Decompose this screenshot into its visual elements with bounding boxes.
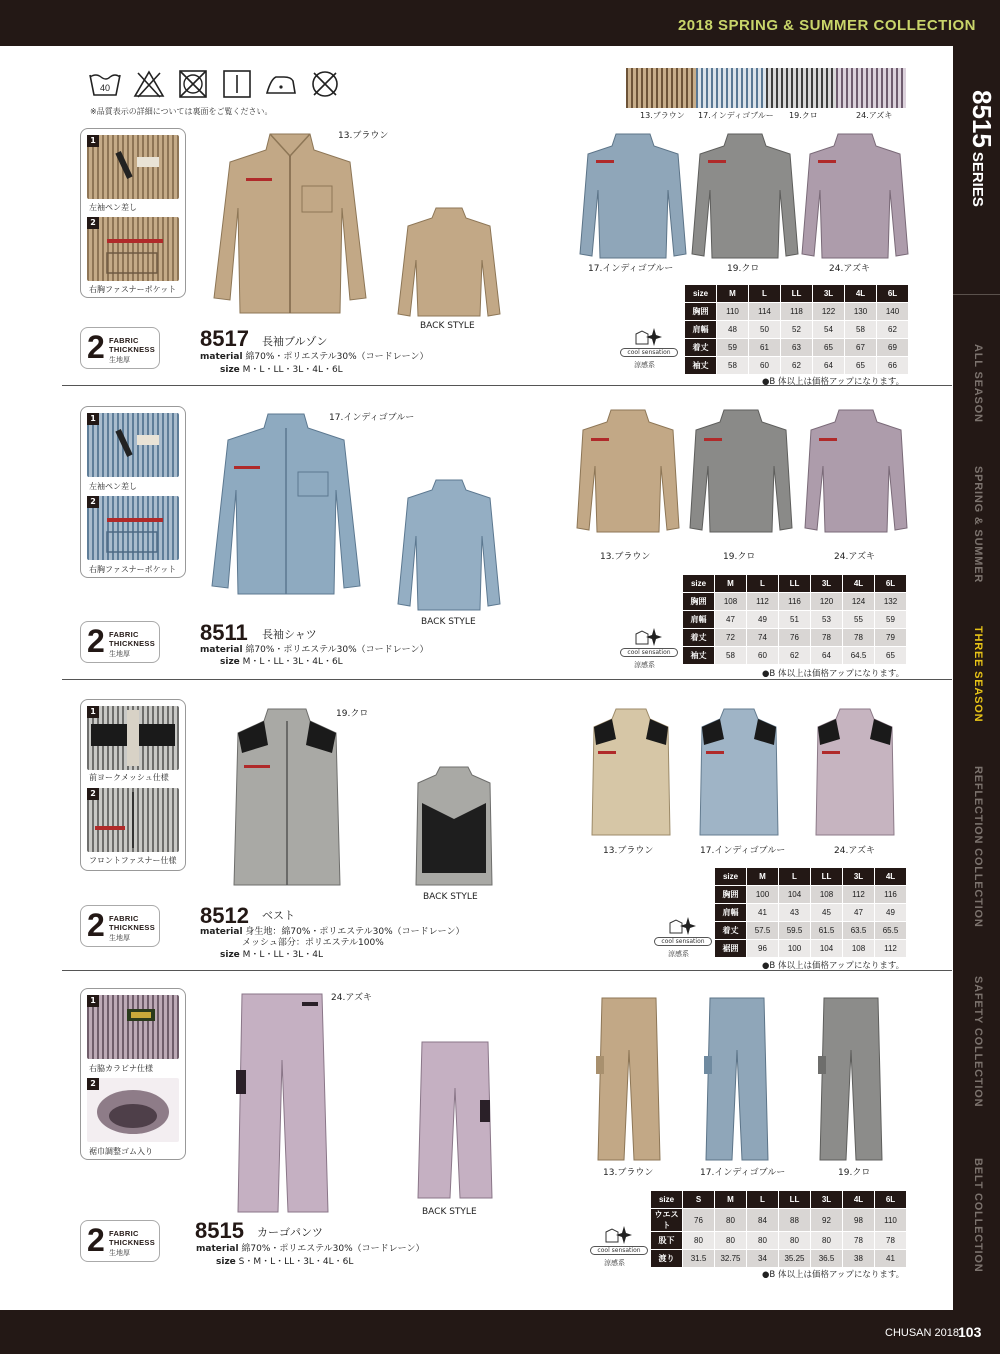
size-table-header-cell: size [685,285,717,303]
size-table-cell: 32.75 [715,1250,747,1268]
size-table-header-cell: size [683,575,715,593]
care-icons [88,68,342,100]
size-table-cell: 58 [715,647,747,665]
material-spec: material 身生地：綿70%・ポリエステル30%（コードレーン） [200,927,465,937]
no-bleach-icon [132,68,166,100]
size-table-cell: 74 [747,629,779,647]
size-table-header-cell: M [747,868,779,886]
sidebar-item-reflection[interactable]: REFLECTION COLLECTION [972,766,984,928]
series-word: SERIES [969,151,986,207]
sidebar-item-three-season[interactable]: THREE SEASON [972,626,984,723]
size-table-cell: 34 [747,1250,779,1268]
shirt-back-image [396,476,502,616]
material-spec-mesh: メッシュ部分：ポリエステル100% [242,938,384,948]
size-table-cell: 110 [875,1209,907,1232]
size-table-header-cell: LL [781,285,813,303]
variant-label: 24.アズキ [834,846,875,856]
size-table-row-label: 袖丈 [685,357,717,375]
size-table-row-label: 裾囲 [715,940,747,958]
swatch-labels [626,110,926,124]
size-table [650,1190,907,1268]
cool-sensation-badge: cool sensation 涼感系 [620,326,682,370]
size-table-cell: 59.5 [779,922,811,940]
size-table-cell: 63 [781,339,813,357]
size-table-cell: 130 [845,303,877,321]
swatch-brown[interactable] [626,68,696,108]
variant-label: 19.クロ [838,1168,871,1178]
back-style-label: BACK STYLE [421,617,476,627]
product-8517 [0,128,953,386]
sparkle-icon [666,915,696,937]
size-table-cell: 124 [843,593,875,611]
variant-black-image [816,994,886,1164]
size-table-cell: 80 [683,1232,715,1250]
size-table-cell: 48 [717,321,749,339]
size-table-header-cell: size [651,1191,683,1209]
shirt-front-image [208,410,364,596]
size-spec: size M・L・LL・3L・4L・6L [220,365,343,375]
size-table-header-cell: LL [811,868,843,886]
swatch-indigo[interactable] [696,68,766,108]
size-table-header-cell: 6L [875,1191,907,1209]
detail-photo-mesh-yoke: 1 [87,706,179,770]
size-table-cell: 108 [811,886,843,904]
size-table-cell: 52 [781,321,813,339]
variant-label: 17.インディゴブルー [700,846,786,856]
collection-title: 2018 SPRING & SUMMER COLLECTION [677,17,976,34]
size-table-cell: 50 [749,321,781,339]
detail-caption: フロントファスナー仕様 [89,856,177,865]
sparkle-icon [632,626,662,648]
size-table-cell: 80 [715,1232,747,1250]
size-table-header-cell: 4L [843,575,875,593]
variant-black-image [690,130,800,260]
product-8515 [0,988,953,1288]
size-table-row-label: 肩幅 [683,611,715,629]
size-table-cell: 60 [749,357,781,375]
detail-caption: 右脇カラビナ仕様 [89,1064,153,1073]
size-table-cell: 80 [779,1232,811,1250]
size-table-row [715,922,907,940]
wash-40-icon [88,68,122,100]
size-table-cell: 62 [781,357,813,375]
sidebar-item-safety[interactable]: SAFETY COLLECTION [972,976,984,1108]
size-table-cell: 80 [747,1232,779,1250]
size-table-row [715,886,907,904]
detail-photo-pen-pocket: 1 [87,413,179,477]
size-table-cell: 61.5 [811,922,843,940]
size-table-cell: 76 [779,629,811,647]
variant-brown-image [594,994,664,1164]
size-table-cell: 112 [747,593,779,611]
product-name: 長袖ブルゾン [262,335,328,348]
variant-label: 17.インディゴブルー [700,1168,786,1178]
size-table-cell: 65 [845,357,877,375]
size-table-cell: 62 [877,321,909,339]
size-table-cell: 88 [779,1209,811,1232]
size-table-header-cell: M [715,1191,747,1209]
size-table-header-cell: 6L [875,575,907,593]
size-table-cell: 62 [779,647,811,665]
size-table-cell: 61 [749,339,781,357]
variant-label: 13.ブラウン [603,1168,654,1178]
size-table-row-label: 胸囲 [683,593,715,611]
sidebar-item-all-season[interactable]: ALL SEASON [972,344,984,423]
product-code: 8512 [200,903,249,928]
section-sidebar [953,46,1000,1310]
size-table-cell: 84 [747,1209,779,1232]
size-table-row-label: 着丈 [685,339,717,357]
size-table-cell: 104 [811,940,843,958]
size-table-note: ●B 体以上は価格アップになります。 [762,669,905,679]
size-table-cell: 59 [717,339,749,357]
detail-box [80,988,186,1160]
size-table-cell: 104 [779,886,811,904]
main-color-label: 13.ブラウン [338,131,389,141]
detail-box [80,128,186,298]
size-table-cell: 59 [875,611,907,629]
size-table-cell: 64.5 [843,647,875,665]
size-table-cell: 100 [779,940,811,958]
size-table-cell: 63.5 [843,922,875,940]
size-table-header-cell: 4L [845,285,877,303]
product-name: 長袖シャツ [262,628,317,641]
fabric-thickness-badge: 2 FABRIC THICKNESS 生地厚 [80,327,160,369]
header-bar [0,0,1000,46]
pants-back-image [414,1038,496,1202]
size-table-cell: 112 [875,940,907,958]
swatch-azuki[interactable] [836,68,906,108]
size-table-cell: 55 [843,611,875,629]
vest-front-image [228,705,346,887]
detail-photo-zip-pocket: 2 [87,217,179,281]
size-spec: size M・L・LL・3L・4L [220,950,323,960]
size-table-cell: 47 [843,904,875,922]
main-color-label: 17.インディゴブルー [329,413,415,423]
variant-brown-image [590,705,672,837]
size-table-row-label: ウエスト [651,1209,683,1232]
size-table-cell: 116 [875,886,907,904]
size-table-cell: 78 [843,1232,875,1250]
size-table-cell: 72 [715,629,747,647]
size-table-cell: 65 [813,339,845,357]
size-table [684,284,909,375]
size-table-header-cell: 4L [843,1191,875,1209]
size-table-cell: 58 [845,321,877,339]
size-table [682,574,907,665]
size-table-note: ●B 体以上は価格アップになります。 [762,1270,905,1280]
size-table-row-label: 肩幅 [685,321,717,339]
size-table-cell: 41 [875,1250,907,1268]
size-table-cell: 112 [843,886,875,904]
size-table-cell: 98 [843,1209,875,1232]
jacket-front-image [210,128,370,316]
size-table-cell: 54 [813,321,845,339]
size-table-cell: 120 [811,593,843,611]
sidebar-divider [953,294,1000,295]
product-code: 8515 [195,1218,244,1243]
size-table-cell: 67 [845,339,877,357]
variant-azuki-image [814,705,896,837]
detail-caption: 右胸ファスナーポケット [89,565,177,574]
detail-caption: 左袖ペン差し [89,482,137,491]
size-table-row [715,904,907,922]
size-table-cell: 36.5 [811,1250,843,1268]
size-table-row [685,339,909,357]
size-table-row [651,1232,907,1250]
size-table-row-label: 胸囲 [685,303,717,321]
detail-photo-carabiner: 1 [87,995,179,1059]
size-table-row-label: 渡り [651,1250,683,1268]
size-table-cell: 66 [877,357,909,375]
product-name: カーゴパンツ [257,1226,323,1239]
size-table-cell: 51 [779,611,811,629]
detail-photo-hem-elastic: 2 [87,1078,179,1142]
main-color-label: 24.アズキ [331,993,372,1003]
size-table-row-label: 胸囲 [715,886,747,904]
size-table-header-cell: 3L [811,1191,843,1209]
size-table-header [685,285,909,303]
material-spec: material 綿70%・ポリエステル30%（コードレーン） [200,645,429,655]
size-table-header [651,1191,907,1209]
size-table [714,867,907,958]
detail-photo-pen-pocket: 1 [87,135,179,199]
line-dry-icon [220,68,254,100]
size-table-cell: 78 [811,629,843,647]
no-tumble-dry-icon [176,68,210,100]
size-table-cell: 78 [843,629,875,647]
swatch-label: 13.ブラウン [640,111,685,120]
detail-caption: 裾巾調整ゴム入り [89,1147,153,1156]
size-table-header-cell: M [715,575,747,593]
fabric-swatches [626,68,906,108]
variant-azuki-image [800,130,910,260]
variant-label: 24.アズキ [829,264,870,274]
size-table-row [685,321,909,339]
size-table-row-label: 肩幅 [715,904,747,922]
product-code: 8517 [200,326,249,351]
size-table-cell: 49 [747,611,779,629]
sparkle-icon [602,1224,632,1246]
size-table-cell: 92 [811,1209,843,1232]
size-table-row-label: 着丈 [715,922,747,940]
detail-photo-front-zip: 2 [87,788,179,852]
care-note: ※品質表示の詳細については裏面をご覧ください。 [90,107,273,116]
size-table-row [683,611,907,629]
size-table-header-cell: 4L [875,868,907,886]
size-table-header-cell: 3L [843,868,875,886]
size-table-row-label: 袖丈 [683,647,715,665]
material-spec: material 綿70%・ポリエステル30%（コードレーン） [196,1244,425,1254]
size-table-cell: 58 [717,357,749,375]
variant-label: 19.クロ [723,552,756,562]
size-table-cell: 108 [843,940,875,958]
swatch-label: 19.クロ [789,111,818,120]
size-table-row [683,629,907,647]
main-color-label: 19.クロ [336,709,369,719]
footer-bar [0,1310,1000,1354]
detail-caption: 前ヨークメッシュ仕様 [89,773,169,782]
size-table-row [685,357,909,375]
size-table-header [683,575,907,593]
size-table-cell: 31.5 [683,1250,715,1268]
size-table-row-label: 着丈 [683,629,715,647]
size-table-header-cell: 6L [877,285,909,303]
size-spec: size S・M・L・LL・3L・4L・6L [216,1257,354,1267]
variant-label: 13.ブラウン [603,846,654,856]
iron-low-icon [264,68,298,100]
variant-label: 17.インディゴブルー [588,264,674,274]
size-table-cell: 132 [875,593,907,611]
product-8512 [0,699,953,969]
size-table-header-cell: L [779,868,811,886]
sidebar-item-spring-summer[interactable]: SPRING & SUMMER [972,466,984,584]
material-spec: material 綿70%・ポリエステル30%（コードレーン） [200,352,429,362]
variant-indigo-image [702,994,772,1164]
size-table-cell: 108 [715,593,747,611]
back-style-label: BACK STYLE [423,892,478,902]
size-table-cell: 64 [811,647,843,665]
size-table-header-cell: 3L [811,575,843,593]
size-table-cell: 80 [715,1209,747,1232]
cool-sensation-badge: cool sensation 涼感系 [620,626,682,670]
swatch-label: 17.インディゴブルー [698,111,774,120]
variant-indigo-image [698,705,780,837]
detail-caption: 左袖ペン差し [89,203,137,212]
size-table-header-cell: size [715,868,747,886]
size-table-cell: 76 [683,1209,715,1232]
page-number: 103 [958,1324,982,1340]
series-label [953,90,1000,290]
size-table-cell: 47 [715,611,747,629]
size-table-header-cell: LL [779,1191,811,1209]
size-table-row [683,593,907,611]
variant-label: 24.アズキ [834,552,875,562]
size-table-cell: 35.25 [779,1250,811,1268]
size-table-cell: 110 [717,303,749,321]
product-name: ベスト [262,909,295,922]
fabric-thickness-badge: 2 FABRIC THICKNESS 生地厚 [80,621,160,663]
size-table-note: ●B 体以上は価格アップになります。 [762,377,905,387]
back-style-label: BACK STYLE [420,321,475,331]
size-table-cell: 49 [875,904,907,922]
swatch-label: 24.アズキ [856,111,893,120]
size-table-cell: 38 [843,1250,875,1268]
pants-front-image [232,990,332,1216]
size-table-row [651,1250,907,1268]
size-table-row [685,303,909,321]
size-table-row [683,647,907,665]
swatch-black[interactable] [766,68,836,108]
variant-label: 19.クロ [727,264,760,274]
jacket-back-image [396,204,502,324]
size-table-header-cell: L [747,575,779,593]
size-table-header-cell: M [717,285,749,303]
size-table-row [651,1209,907,1232]
size-table-cell: 96 [747,940,779,958]
detail-caption: 右胸ファスナーポケット [89,285,177,294]
fabric-thickness-badge: 2 FABRIC THICKNESS 生地厚 [80,905,160,947]
size-table-header [715,868,907,886]
size-table-cell: 43 [779,904,811,922]
detail-box [80,699,186,871]
detail-photo-zip-pocket: 2 [87,496,179,560]
size-table-row [715,940,907,958]
size-table-cell: 118 [781,303,813,321]
size-table-header-cell: L [747,1191,779,1209]
variant-indigo-image [578,130,688,260]
variant-label: 13.ブラウン [600,552,651,562]
product-8511 [0,406,953,678]
fabric-thickness-badge: 2 FABRIC THICKNESS 生地厚 [80,1220,160,1262]
vest-back-image [414,763,494,887]
cool-sensation-badge: cool sensation 涼感系 [654,915,716,959]
size-table-cell: 57.5 [747,922,779,940]
size-table-header-cell: 3L [813,285,845,303]
size-table-header-cell: LL [779,575,811,593]
sidebar-item-belt[interactable]: BELT COLLECTION [972,1158,984,1273]
sparkle-icon [632,326,662,348]
back-style-label: BACK STYLE [422,1207,477,1217]
size-table-cell: 140 [877,303,909,321]
variant-azuki-image [803,406,909,534]
section-divider [62,679,952,680]
size-table-cell: 122 [813,303,845,321]
size-table-header-cell: L [749,285,781,303]
size-table-cell: 65.5 [875,922,907,940]
size-table-row-label: 股下 [651,1232,683,1250]
size-table-header-cell: S [683,1191,715,1209]
catalog-name: CHUSAN 2018 [885,1327,959,1339]
size-table-cell: 69 [877,339,909,357]
size-table-cell: 53 [811,611,843,629]
series-number: 8515 [967,90,997,148]
cool-sensation-badge: cool sensation 涼感系 [590,1224,652,1268]
size-table-cell: 79 [875,629,907,647]
size-table-cell: 64 [813,357,845,375]
size-table-cell: 65 [875,647,907,665]
size-table-cell: 45 [811,904,843,922]
product-code: 8511 [200,620,248,645]
variant-black-image [688,406,794,534]
size-table-cell: 60 [747,647,779,665]
svg-text:40: 40 [99,83,111,93]
size-table-cell: 114 [749,303,781,321]
size-spec: size M・L・LL・3L・4L・6L [220,657,343,667]
size-table-cell: 116 [779,593,811,611]
size-table-cell: 80 [811,1232,843,1250]
no-dry-clean-icon [308,68,342,100]
variant-brown-image [575,406,681,534]
detail-box [80,406,186,578]
size-table-cell: 41 [747,904,779,922]
size-table-cell: 78 [875,1232,907,1250]
size-table-cell: 100 [747,886,779,904]
size-table-note: ●B 体以上は価格アップになります。 [762,961,905,971]
